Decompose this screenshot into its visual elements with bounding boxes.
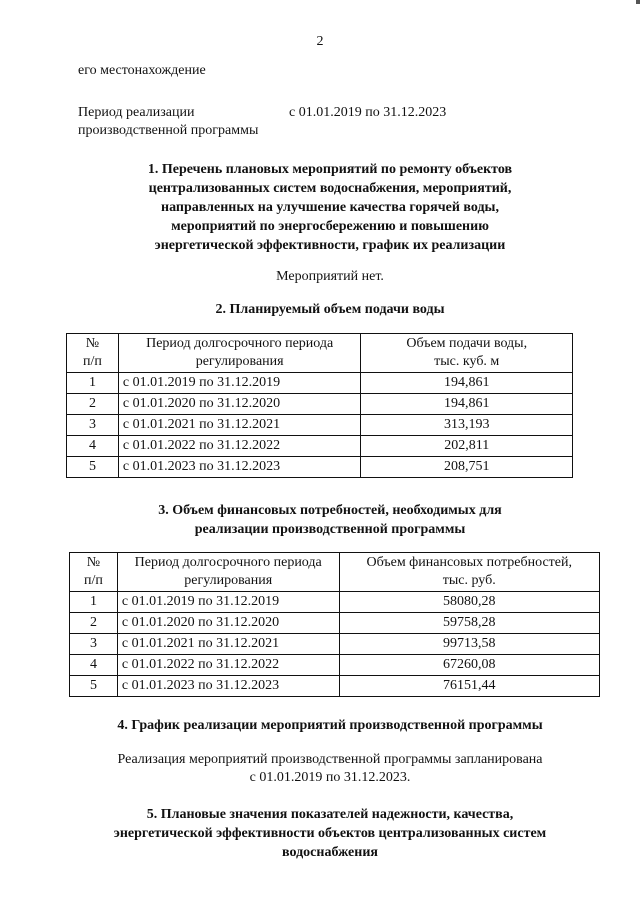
row-volume: 194,861 [361,394,573,415]
row-period: с 01.01.2020 по 31.12.2020 [117,613,339,634]
section1-title-line: направленных на улучшение качества горячей воды, [161,200,499,215]
row-volume: 194,861 [361,373,573,394]
row-number: 1 [70,592,118,613]
section5-title-line: 5. Плановые значения показателей надежности, качества, [146,807,514,822]
table-row [70,592,600,613]
table-row [67,394,573,415]
row-volume: 208,751 [361,457,573,478]
section1-title-line: энергетической эффективности, график их реализации [154,238,506,253]
row-period: с 01.01.2022 по 31.12.2022 [117,655,339,676]
section3-title [60,501,600,539]
table-header-row [67,334,573,373]
row-finance: 67260,08 [339,655,600,676]
section1-body: Мероприятий нет. [276,269,384,284]
section1-title-line: мероприятий по энергосбережению и повышению [171,219,489,234]
section5-title-line: водоснабжения [282,845,378,860]
row-number: 4 [70,655,118,676]
row-number: 5 [67,457,119,478]
water-supply-table [66,333,573,478]
table-row [70,655,600,676]
table-row [67,457,573,478]
page-number: 2 [316,34,324,49]
row-period: с 01.01.2020 по 31.12.2020 [118,394,361,415]
section2-title: 2. Планируемый объем подачи воды [215,302,445,317]
section4-body-line: с 01.01.2019 по 31.12.2023. [249,770,411,785]
financial-needs-table [69,552,600,697]
header-cell-period: Период долгосрочного периода регулирования [118,334,361,373]
location-line: его местонахождение [78,63,206,78]
row-volume: 313,193 [361,415,573,436]
section3-title-line: 3. Объем финансовых потребностей, необходимых для [158,503,502,518]
row-finance: 58080,28 [339,592,600,613]
header-cell-number: № п/п [70,553,118,592]
period-value: с 01.01.2019 по 31.12.2023 [289,105,447,120]
row-volume: 202,811 [361,436,573,457]
header-cell-number: № п/п [67,334,119,373]
period-label-line1: Период реализации [78,105,195,120]
row-number: 3 [70,634,118,655]
scan-corner-mark [636,0,640,4]
row-finance: 99713,58 [339,634,600,655]
row-number: 2 [70,613,118,634]
section1-title-line: 1. Перечень плановых мероприятий по ремонту объектов [147,162,513,177]
period-label-line2: производственной программы [78,123,259,138]
table-row [70,676,600,697]
row-number: 2 [67,394,119,415]
header-cell-finance: Объем финансовых потребностей, тыс. руб. [339,553,600,592]
row-number: 5 [70,676,118,697]
table-header-row [70,553,600,592]
row-period: с 01.01.2021 по 31.12.2021 [117,634,339,655]
section1-title-line: централизованных систем водоснабжения, мероприятий, [148,181,512,196]
row-period: с 01.01.2023 по 31.12.2023 [118,457,361,478]
row-finance: 76151,44 [339,676,600,697]
row-period: с 01.01.2023 по 31.12.2023 [117,676,339,697]
section4-title: 4. График реализации мероприятий производственной программы [117,718,543,733]
table-row [67,415,573,436]
row-period: с 01.01.2021 по 31.12.2021 [118,415,361,436]
row-period: с 01.01.2022 по 31.12.2022 [118,436,361,457]
section1-title [60,160,600,255]
row-number: 4 [67,436,119,457]
section4-body-line: Реализация мероприятий производственной программы запланирована [117,752,543,767]
header-cell-volume: Объем подачи воды, тыс. куб. м [361,334,573,373]
row-period: с 01.01.2019 по 31.12.2019 [117,592,339,613]
section5-title-line: энергетической эффективности объектов централизованных систем [113,826,547,841]
section3-title-line: реализации производственной программы [194,522,466,537]
table-row [70,634,600,655]
row-period: с 01.01.2019 по 31.12.2019 [118,373,361,394]
row-finance: 59758,28 [339,613,600,634]
section5-title [60,805,600,862]
section4-body [60,751,600,787]
table-row [67,373,573,394]
row-number: 1 [67,373,119,394]
header-cell-period: Период долгосрочного периода регулирования [117,553,339,592]
table-row [70,613,600,634]
row-number: 3 [67,415,119,436]
table-row [67,436,573,457]
